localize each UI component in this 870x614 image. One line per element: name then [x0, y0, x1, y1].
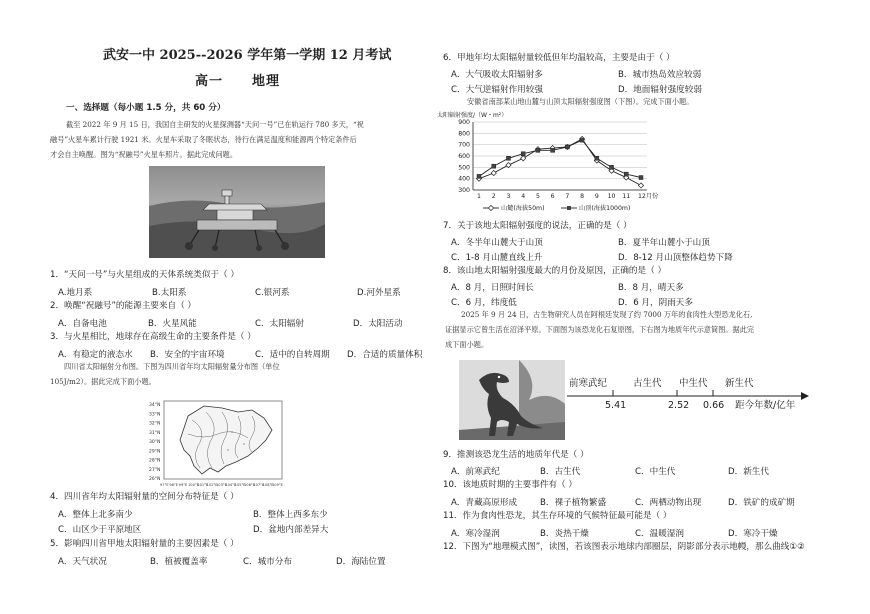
- map-lon-tick: 105°E: [234, 483, 246, 487]
- q8-option-d[interactable]: D．6 月，阴雨天多: [618, 298, 693, 308]
- map-lon-tick: 102°E: [206, 483, 218, 487]
- q1-option-d[interactable]: D.河外星系: [357, 288, 401, 298]
- chart-y-tick: 800: [458, 130, 470, 138]
- q5-option-a[interactable]: A．天气状况: [58, 557, 107, 567]
- q11-option-c[interactable]: C．温暖湿润: [635, 529, 684, 539]
- q10-option-d[interactable]: D．铁矿的成矿期: [728, 498, 795, 508]
- geologic-timeline: [565, 376, 815, 416]
- chart-x-tick: 4: [521, 193, 526, 200]
- q10-option-c[interactable]: C．两栖动物出现: [635, 498, 702, 508]
- chart-x-tick: 2: [491, 193, 496, 200]
- chart-x-tick: 5: [535, 193, 540, 200]
- intro-dino-line1: 2025 年 9 月 24 日，古生物研究人员在阿根廷发现了约 7000 万年的食肉性大型恐龙化石,: [461, 310, 753, 319]
- chart-y-tick: 300: [458, 187, 470, 194]
- q8-stem: 8．该山地太阳辐射强度最大的月份及原因，正确的是（ ）: [443, 266, 667, 276]
- q5-option-c[interactable]: C．城市分布: [243, 557, 292, 567]
- chart-y-tick: 700: [458, 141, 470, 149]
- chart-ylabel: 太阳辐射强度/（W・m²）: [437, 112, 508, 119]
- intro-mars-line3: 才会自主唤醒。图为“祝融号”火星车照片。据此完成问题。: [50, 150, 238, 159]
- map-lon-tick: 100°E: [188, 483, 199, 487]
- q6-stem: 6．甲地年均太阳辐射量较低但年均温较高，主要是由于（ ）: [443, 53, 675, 63]
- chart-point-square: [536, 148, 540, 152]
- chart-point-square: [521, 152, 525, 156]
- map-lat-tick: 34°N: [149, 403, 161, 408]
- map-lat-tick: 29°N: [149, 449, 161, 455]
- map-lon-tick: 107°E: [253, 483, 265, 487]
- era-cenozoic: 新生代: [725, 378, 754, 389]
- q3-option-c[interactable]: C．适中的自转周期: [255, 350, 330, 360]
- q7-option-c[interactable]: C．1-8 月山麓直线上升: [451, 253, 543, 263]
- chart-point-diamond: [638, 183, 643, 188]
- map-lon-tick: 104°E: [225, 483, 237, 487]
- q7-option-d[interactable]: D．8-12 月山顶整体趋势下降: [618, 253, 733, 263]
- exam-title: 武安一中 2025--2026 学年第一学期 12 月考试: [103, 48, 392, 63]
- chart-x-tick: 1: [477, 193, 481, 200]
- q4-option-d[interactable]: D．盆地内部差异大: [253, 525, 329, 535]
- intro-mars-line2: 融号”火星车累计行驶 1921 米。火星车采取了冬眠状态，待行在满足温度和能源两个特定条件后: [50, 135, 357, 144]
- q2-option-c[interactable]: C．太阳辐射: [255, 319, 304, 329]
- mars-rover-photo: [149, 166, 325, 258]
- chart-point-diamond: [506, 162, 511, 167]
- q8-option-a[interactable]: A．8 月，日照时间长: [451, 283, 534, 293]
- grade-label: 高一: [195, 74, 224, 89]
- map-lat-tick: 30°N: [149, 440, 161, 445]
- q10-stem: 10．该地质时期的主要事件有（ ）: [443, 480, 577, 490]
- chart-point-diamond: [521, 156, 526, 161]
- q5-stem: 5．影响四川省甲地太阳辐射量的主要因素是（ ）: [50, 539, 239, 549]
- q1-option-a[interactable]: A.地月系: [58, 288, 93, 298]
- chart-point-square: [551, 148, 555, 152]
- q8-option-b[interactable]: B．8 月，晴天多: [618, 283, 684, 293]
- chart-point-square: [595, 156, 599, 160]
- map-lon-tick: 108°E: [262, 483, 274, 487]
- chart-x-tick: 6: [550, 193, 555, 200]
- chart-point-square: [610, 165, 614, 169]
- legend-label-1: 山顶(海拔1000m): [579, 205, 631, 213]
- map-lat-tick: 33°N: [149, 412, 161, 418]
- intro-chart: 安徽省南部某山地山麓与山顶太阳辐射强度图（下图）。完成下面小题。: [467, 97, 694, 106]
- q12-stem: 12．下图为“地理模式图”，读图，若该图表示地球内部圈层，阴影部分表示地幔，那么曲线①②: [443, 542, 805, 552]
- q11-option-a[interactable]: A．寒冷湿润: [451, 529, 500, 539]
- q9-stem: 9．推测该恐龙生活的地质年代是（ ）: [443, 450, 589, 460]
- q1-option-b[interactable]: B.太阳系: [152, 288, 187, 298]
- legend-label-0: 山麓(海拔50m): [501, 205, 545, 213]
- chart-y-tick: 500: [458, 164, 470, 172]
- tick-5-41: 5.41: [605, 400, 627, 411]
- q11-stem: 11．作为食肉性恐龙，其生存环境的气候特征最可能是（ ）: [443, 511, 672, 521]
- chart-point-square: [477, 174, 481, 178]
- chart-y-tick: 900: [458, 119, 470, 126]
- q6-option-c[interactable]: C．大气逆辐射作用较强: [451, 85, 543, 95]
- era-precambrian: 前寒武纪: [569, 378, 608, 389]
- q3-option-b[interactable]: B．安全的宇宙环境: [150, 350, 225, 360]
- intro-sichuan-line2: 105J/m2）。据此完成下面小题。: [50, 377, 156, 386]
- chart-point-square: [565, 145, 569, 149]
- radiation-line-chart: [437, 108, 677, 218]
- legend-marker-diamond: [488, 205, 493, 210]
- chart-series-line-1: [479, 140, 641, 177]
- chart-x-tick: 8: [580, 193, 585, 200]
- q9-option-b[interactable]: B．古生代: [540, 467, 581, 477]
- timeline-axis-label: 距今年数/亿年: [735, 400, 796, 411]
- chart-x-tick: 7: [565, 193, 570, 200]
- map-lat-tick: 26°N: [149, 477, 161, 482]
- q7-option-b[interactable]: B．夏半年山麓小于山顶: [618, 238, 710, 248]
- map-lat-tick: 27°N: [149, 467, 161, 473]
- era-paleozoic: 古生代: [633, 378, 662, 389]
- chart-point-diamond: [491, 170, 496, 175]
- q4-stem: 4．四川省年均太阳辐射量的空间分布特征是（ ）: [50, 492, 239, 502]
- chart-x-tick: 11: [622, 193, 631, 200]
- q4-option-c[interactable]: C．山区少于平原地区: [58, 525, 142, 535]
- intro-dino-line3: 成下面小题。: [445, 340, 489, 349]
- dinosaur-illustration: [459, 360, 565, 440]
- chart-y-tick: 400: [458, 175, 470, 183]
- q1-stem: 1．“天问一号”与火星组成的天体系统类似于（ ）: [50, 270, 239, 280]
- chart-point-square: [639, 176, 643, 180]
- intro-mars-line1: 截至 2022 年 9 月 15 日，我国自主研发的火星探测器“天问一号”已在轨运行 780 多天，“祝: [66, 120, 364, 129]
- q5-option-b[interactable]: B．植被覆盖率: [150, 557, 208, 567]
- q7-stem: 7．关于该地太阳辐射强度的说法，正确的是（ ）: [443, 221, 632, 231]
- q5-option-d[interactable]: D．海陆位置: [336, 557, 386, 567]
- sichuan-radiation-map: [148, 396, 288, 490]
- chart-x-tick: 10: [607, 193, 616, 200]
- q10-option-a[interactable]: A．青藏高原形成: [451, 498, 518, 508]
- q11-option-d[interactable]: D．寒冷干燥: [728, 529, 778, 539]
- chart-point-square: [492, 164, 496, 168]
- q6-option-b[interactable]: B．城市热岛效应较弱: [618, 70, 702, 80]
- q10-option-b[interactable]: B．裸子植物繁盛: [540, 498, 607, 508]
- q2-option-a[interactable]: A．自备电池: [58, 319, 107, 329]
- tick-0-66: 0.66: [703, 400, 725, 411]
- chart-point-square: [506, 156, 510, 160]
- era-mesozoic: 中生代: [679, 378, 708, 389]
- q3-option-d[interactable]: D．合适的质量体积: [347, 350, 423, 360]
- map-lon-tick: 101°E: [197, 483, 209, 487]
- map-lat-tick: 28°N: [149, 458, 161, 464]
- q8-option-c[interactable]: C．6 月，纬度低: [451, 298, 517, 308]
- map-lat-tick: 32°N: [149, 421, 161, 427]
- chart-point-square: [580, 138, 584, 142]
- q2-option-b[interactable]: B．火星风能: [148, 319, 197, 329]
- map-lon-tick: 99°E: [178, 483, 188, 487]
- q4-option-b[interactable]: B．整体上西多东少: [253, 510, 328, 520]
- q2-stem: 2．唤醒“祝融号”的能源主要来自（ ）: [50, 301, 197, 311]
- subject-label: 地理: [252, 74, 281, 89]
- map-lon-tick: 106°E: [244, 483, 255, 487]
- map-lon-tick: 97°E: [160, 483, 169, 487]
- q4-option-a[interactable]: A．整体上北多南少: [58, 510, 133, 520]
- q11-option-b[interactable]: B．炎热干燥: [540, 529, 589, 539]
- q2-option-d[interactable]: D．太阳活动: [353, 319, 403, 329]
- map-lon-tick: 98°E: [169, 483, 178, 487]
- q6-option-a[interactable]: A．大气吸收太阳辐射多: [451, 70, 543, 80]
- chart-x-tick: 12月份: [638, 193, 659, 200]
- chart-point-square: [624, 172, 628, 176]
- q1-option-c[interactable]: C.银河系: [255, 288, 290, 298]
- legend-marker-square: [567, 206, 571, 210]
- map-lon-tick: 103°E: [216, 483, 227, 487]
- q3-option-a[interactable]: A．有稳定的液态水: [58, 350, 133, 360]
- map-lon-tick: 109°E: [272, 483, 283, 487]
- q9-option-d[interactable]: D．新生代: [728, 467, 769, 477]
- chart-y-tick: 600: [458, 153, 470, 160]
- section-heading: 一、选择题（每小题 1.5 分，共 60 分）: [66, 103, 226, 113]
- chart-x-tick: 3: [506, 193, 511, 200]
- q6-option-d[interactable]: D．地面辐射强度较弱: [618, 85, 702, 95]
- q3-stem: 3．与火星相比，地球存在高级生命的主要条件是（ ）: [50, 332, 256, 342]
- intro-dino-line2: 证据显示它曾生活在沼泽平原。下面图为该恐龙化石复原图，下右图为地质年代示意简图。据此完: [445, 325, 755, 334]
- q9-option-a[interactable]: A．前寒武纪: [451, 467, 500, 477]
- tick-2-52: 2.52: [668, 400, 690, 411]
- intro-sichuan-line1: 四川省太阳辐射分布图。下图为四川省年均太阳辐射量分布图（单位: [64, 362, 280, 371]
- chart-x-tick: 9: [594, 193, 599, 200]
- q9-option-c[interactable]: C．中生代: [635, 467, 676, 477]
- map-lat-tick: 31°N: [149, 430, 161, 436]
- q7-option-a[interactable]: A．冬半年山麓大于山顶: [451, 238, 543, 248]
